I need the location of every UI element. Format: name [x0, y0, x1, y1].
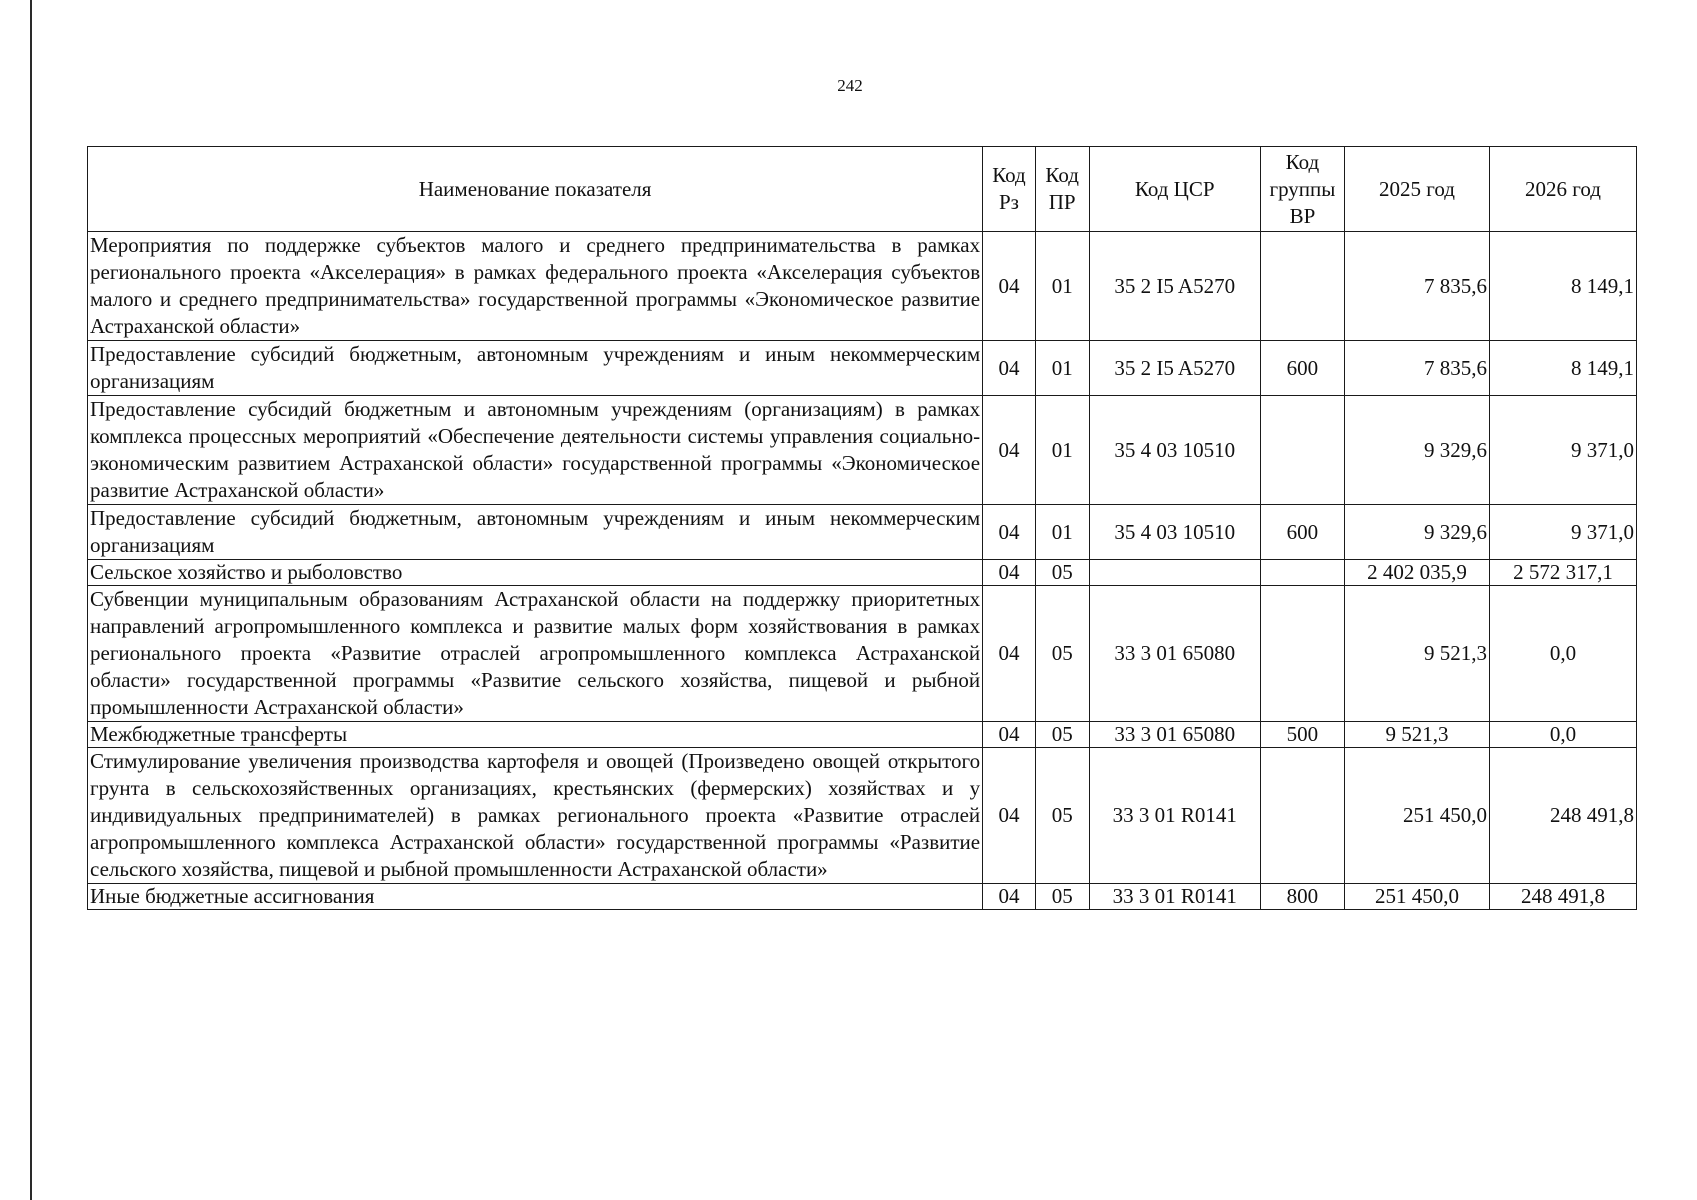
row-name: Стимулирование увеличения производства картофеля и овощей (Произведено овощей открытого грунта в сельскохозяйственных организациях, крестьянских (фермерских) хозяйствах и у индивидуальных предпринимателей) в рамках регионального проекта «Развитие отраслей агропромышленного комплекса Астраханской области» государственной программы «Развитие сельского хозяйства, пищевой и рыбной промышленности Астраханской области»: [88, 748, 983, 884]
row-2025: 7 835,6: [1345, 341, 1490, 396]
row-pr: 01: [1035, 396, 1089, 505]
row-csr: 35 2 I5 A5270: [1089, 232, 1260, 341]
row-rz: 04: [983, 560, 1036, 586]
row-2025: 9 329,6: [1345, 396, 1490, 505]
row-2026: 2 572 317,1: [1489, 560, 1636, 586]
row-name: Мероприятия по поддержке субъектов малого и среднего предпринимательства в рамках регионального проекта «Акселерация» в рамках федерального проекта «Акселерация субъектов малого и среднего предпринимательства» государственной программы «Экономическое развитие Астраханской области»: [88, 232, 983, 341]
row-csr: 33 3 01 R0141: [1089, 748, 1260, 884]
row-2026: 8 149,1: [1489, 341, 1636, 396]
header-2025: 2025 год: [1345, 147, 1490, 232]
table-row: [88, 722, 1637, 748]
row-vr: [1260, 748, 1344, 884]
row-pr: 05: [1035, 560, 1089, 586]
row-vr: [1260, 560, 1344, 586]
row-csr: [1089, 560, 1260, 586]
header-csr: Код ЦСР: [1089, 147, 1260, 232]
row-name: Предоставление субсидий бюджетным и автономным учреждениям (организациям) в рамках комплекса процессных мероприятий «Обеспечение деятельности системы управления социально-экономическим развитием Астраханской области» государственной программы «Экономическое развитие Астраханской области»: [88, 396, 983, 505]
row-2025: 251 450,0: [1345, 884, 1490, 910]
page-binding-line: [30, 0, 32, 1200]
row-name: Сельское хозяйство и рыболовство: [88, 560, 983, 586]
row-2026: 8 149,1: [1489, 232, 1636, 341]
row-pr: 01: [1035, 505, 1089, 560]
row-name: Межбюджетные трансферты: [88, 722, 983, 748]
row-2025: 2 402 035,9: [1345, 560, 1490, 586]
row-2025: 251 450,0: [1345, 748, 1490, 884]
row-csr: 33 3 01 65080: [1089, 722, 1260, 748]
row-vr: [1260, 232, 1344, 341]
row-2026: 9 371,0: [1489, 505, 1636, 560]
table-row: [88, 748, 1637, 884]
row-2026: 0,0: [1489, 586, 1636, 722]
row-rz: 04: [983, 341, 1036, 396]
table-row: [88, 586, 1637, 722]
row-name: Предоставление субсидий бюджетным, автономным учреждениям и иным некоммерческим организациям: [88, 341, 983, 396]
page-number: 242: [837, 76, 863, 95]
row-2025: 9 521,3: [1345, 586, 1490, 722]
row-vr: 500: [1260, 722, 1344, 748]
table-row: [88, 505, 1637, 560]
row-vr: [1260, 396, 1344, 505]
row-2025: 7 835,6: [1345, 232, 1490, 341]
table-row: [88, 232, 1637, 341]
row-pr: 05: [1035, 586, 1089, 722]
row-pr: 01: [1035, 232, 1089, 341]
row-vr: 600: [1260, 505, 1344, 560]
header-rz: Код Рз: [983, 147, 1036, 232]
row-2026: 0,0: [1489, 722, 1636, 748]
row-name: Субвенции муниципальным образованиям Астраханской области на поддержку приоритетных направлений агропромышленного комплекса и развитие малых форм хозяйствования в рамках регионального проекта «Развитие отраслей агропромышленного комплекса Астраханской области» государственной программы «Развитие сельского хозяйства, пищевой и рыбной промышленности Астраханской области»: [88, 586, 983, 722]
table-row: [88, 560, 1637, 586]
row-name: Предоставление субсидий бюджетным, автономным учреждениям и иным некоммерческим организациям: [88, 505, 983, 560]
row-rz: 04: [983, 722, 1036, 748]
row-vr: 600: [1260, 341, 1344, 396]
row-2026: 248 491,8: [1489, 884, 1636, 910]
header-name: Наименование показателя: [88, 147, 983, 232]
row-csr: 33 3 01 R0141: [1089, 884, 1260, 910]
table-row: [88, 884, 1637, 910]
row-pr: 05: [1035, 884, 1089, 910]
row-csr: 35 4 03 10510: [1089, 396, 1260, 505]
row-2025: 9 521,3: [1345, 722, 1490, 748]
row-pr: 01: [1035, 341, 1089, 396]
budget-table: [87, 146, 1637, 910]
table-row: [88, 396, 1637, 505]
header-2026: 2026 год: [1489, 147, 1636, 232]
row-rz: 04: [983, 396, 1036, 505]
row-2025: 9 329,6: [1345, 505, 1490, 560]
table-header-row: [88, 147, 1637, 232]
row-rz: 04: [983, 505, 1036, 560]
row-vr: [1260, 586, 1344, 722]
row-2026: 248 491,8: [1489, 748, 1636, 884]
header-pr: Код ПР: [1035, 147, 1089, 232]
row-name: Иные бюджетные ассигнования: [88, 884, 983, 910]
row-rz: 04: [983, 232, 1036, 341]
table-row: [88, 341, 1637, 396]
row-csr: 35 4 03 10510: [1089, 505, 1260, 560]
row-rz: 04: [983, 748, 1036, 884]
row-2026: 9 371,0: [1489, 396, 1636, 505]
header-vr: Код группы ВР: [1260, 147, 1344, 232]
row-csr: 33 3 01 65080: [1089, 586, 1260, 722]
row-pr: 05: [1035, 748, 1089, 884]
row-csr: 35 2 I5 A5270: [1089, 341, 1260, 396]
row-vr: 800: [1260, 884, 1344, 910]
row-pr: 05: [1035, 722, 1089, 748]
row-rz: 04: [983, 586, 1036, 722]
row-rz: 04: [983, 884, 1036, 910]
